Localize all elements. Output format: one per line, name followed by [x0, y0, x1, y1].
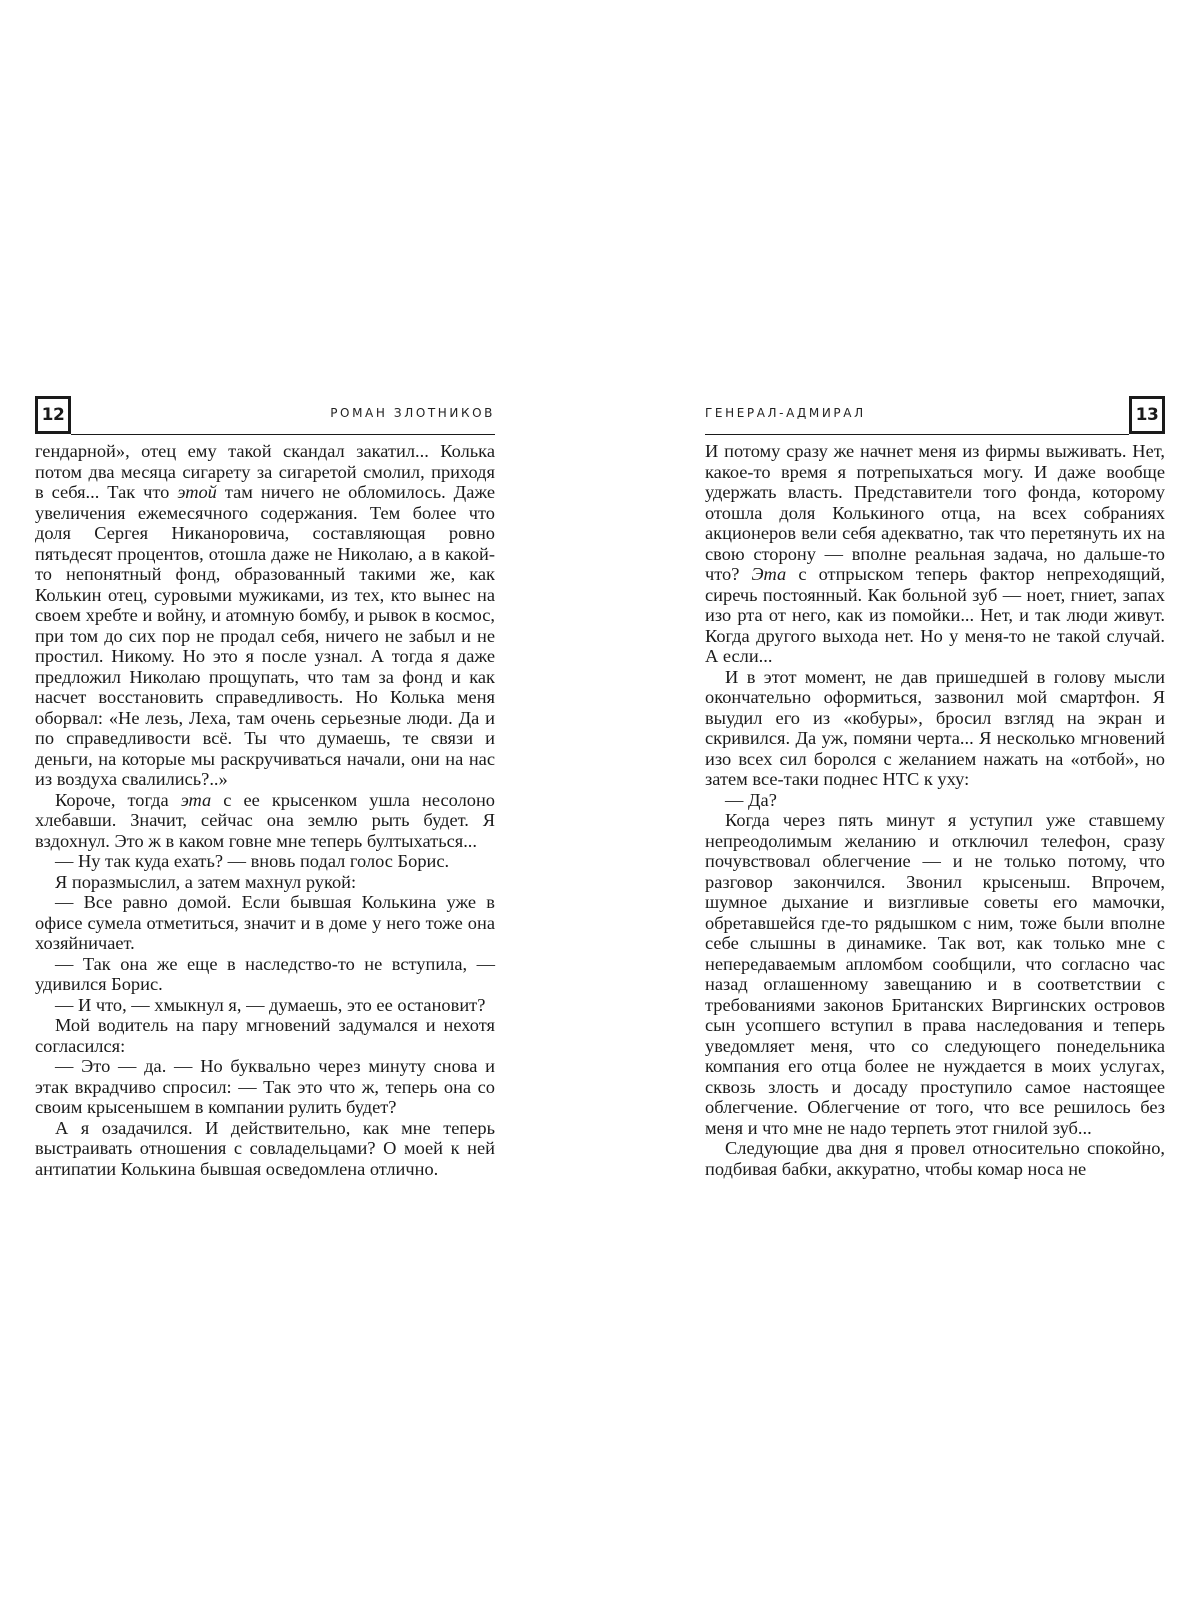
italic-word: этой — [177, 482, 217, 502]
right-running-head: ГЕНЕРАЛ-АДМИРАЛ — [705, 406, 866, 420]
text-run: Короче, тогда — [55, 789, 181, 810]
paragraph — [35, 872, 495, 893]
text-run: — Так она же еще в наследство-то не вступила, — удивился Борис. — [35, 953, 495, 994]
text-run: А я озадачился. И действительно, как мне теперь выстраивать отношения с совладельцами? О моей к ней антипатии Колькина бывшая осведомлена отлично. — [35, 1117, 495, 1179]
text-run: Следующие два дня я провел относительно спокойно, подбивая бабки, аккуратно, чтобы комар носа не — [705, 1138, 1165, 1179]
text-run: Мой водитель на пару мгновений задумался и нехотя согласился: — [35, 1015, 495, 1056]
text-run: — Все равно домой. Если бывшая Колькина уже в офисе сумела отметиться, значит и в доме у него тоже она хозяйничает. — [35, 892, 495, 953]
paragraph — [35, 954, 495, 995]
text-run: с отпрыском теперь фактор непреходящий, сиречь постоянный. Как больной зуб — ноет, гниет, запах изо рта от него, как из помойки... Нет, и так люди живут. Когда другого выхода нет. Но у меня-то не такой случай. А если... — [705, 564, 1166, 666]
left-running-head: РОМАН ЗЛОТНИКОВ — [330, 406, 495, 420]
paragraph — [705, 667, 1165, 790]
text-run: — И что, — хмыкнул я, — думаешь, это ее остановит? — [55, 994, 486, 1015]
italic-word: эта — [180, 789, 212, 810]
paragraph — [35, 892, 495, 954]
right-page — [600, 0, 1200, 1600]
text-run: там ничего не обломилось. Даже увеличения ежемесячного содержания. Тем более что доля Сергея Никаноровича, составляющая ровно пятьдесят процентов, отошла даже не Николаю, а в какой-то непонятный фонд, образованный такими же, как Колькин отец, суровыми мужиками, из тех, кто вынес на своем хребте и войну, и атомную бомбу, и рывок в космос, при том до сих пор не продал себя, ничего не забыл и не простил. Никому. Но это я после узнал. А тогда я даже предложил Николаю прощупать, что там за фонд и как насчет восстановить справедливость. Но Колька меня оборвал: «Не лезь, Леха, там очень серьезные люди. Да и по справедливости всё. Ты что думаешь, те связи и деньги, на которые мы раскручиваться начали, они на нас из воздуха свалились?..» — [35, 482, 496, 789]
paragraph — [35, 1118, 495, 1180]
text-run: Когда через пять минут я уступил уже ставшему непреодолимым желанию и отключил телефон, сразу почувствовал облегчение — и не только потому, что разговор закончился. Звонил крысеныш. Впрочем, шумное дыхание и визгливые советы его мамочки, обретавшейся где-то рядышком с ним, тоже были вполне себе слышны в динамике. Так вот, как только мне с непередаваемым апломбом сообщили, что согласно час назад оглашенному завещанию и в соответствии с требованиями законов Британских Виргинских островов сын усопшего вступил в права наследования и теперь уведомляет меня, что со следующего понедельника компания его отца более не нуждается в моих услугах, сквозь злость и досаду проступило самое настоящее облегчение. Облегчение от того, что все решилось без меня и что мне не надо терпеть этот гнилой зуб... — [705, 810, 1165, 1138]
right-header-rule — [705, 434, 1129, 435]
paragraph — [35, 1056, 495, 1118]
paragraph — [705, 810, 1165, 1138]
paragraph — [35, 851, 495, 872]
text-run: — Да? — [725, 789, 777, 810]
text-run: И потому сразу же начнет меня из фирмы выживать. Нет, какое-то время я потрепыхаться могу. И даже вообще удержать власть. Представители того фонда, которому отошла доля Колькиного отца, на всех собраниях акционеров вели себя адекватно, так что перетянуть их на свою сторону — вполне реальная задача, но дальше-то что? — [705, 441, 1165, 584]
left-page-number: 12 — [35, 396, 71, 434]
text-run: — Это — да. — Но буквально через минуту снова и этак вкрадчиво спросил: — Так это что ж, теперь она со своим крысенышем в компании рулить будет? — [35, 1056, 495, 1117]
right-page-text — [705, 441, 1165, 1179]
paragraph — [35, 995, 495, 1016]
left-page-text — [35, 441, 495, 1179]
paragraph — [705, 790, 1165, 811]
italic-word: Эта — [751, 564, 787, 584]
paragraph — [705, 441, 1165, 667]
text-run: — Ну так куда ехать? — вновь подал голос Борис. — [55, 851, 450, 871]
text-run: И в этот момент, не дав пришедшей в голову мысли окончательно оформиться, зазвонил мой смартфон. Я выудил его из «кобуры», бросил взгляд на экран и скривился. Да уж, помяни черта... Я несколько мгновений изо всех сил боролся с желанием нажать на «отбой», но затем все-таки поднес HTC к уху: — [705, 666, 1165, 789]
paragraph — [35, 790, 495, 852]
paragraph — [35, 441, 495, 790]
left-page-header — [35, 396, 495, 438]
text-run: с ее крысенком ушла несолоно хлебавши. Значит, сейчас она землю рыть будет. Я вздохнул. Это ж в каком говне мне теперь бултыхаться... — [35, 789, 495, 851]
left-header-rule — [71, 434, 495, 435]
text-run: Я поразмыслил, а затем махнул рукой: — [55, 871, 357, 892]
right-page-number: 13 — [1129, 396, 1165, 434]
paragraph — [705, 1138, 1165, 1179]
right-page-header — [705, 396, 1165, 438]
text-run: гендарной», отец ему такой скандал закатил... Колька потом два месяца сигарету за сигаретой смолил, приходя в себя... Так что — [35, 441, 495, 502]
paragraph — [35, 1015, 495, 1056]
